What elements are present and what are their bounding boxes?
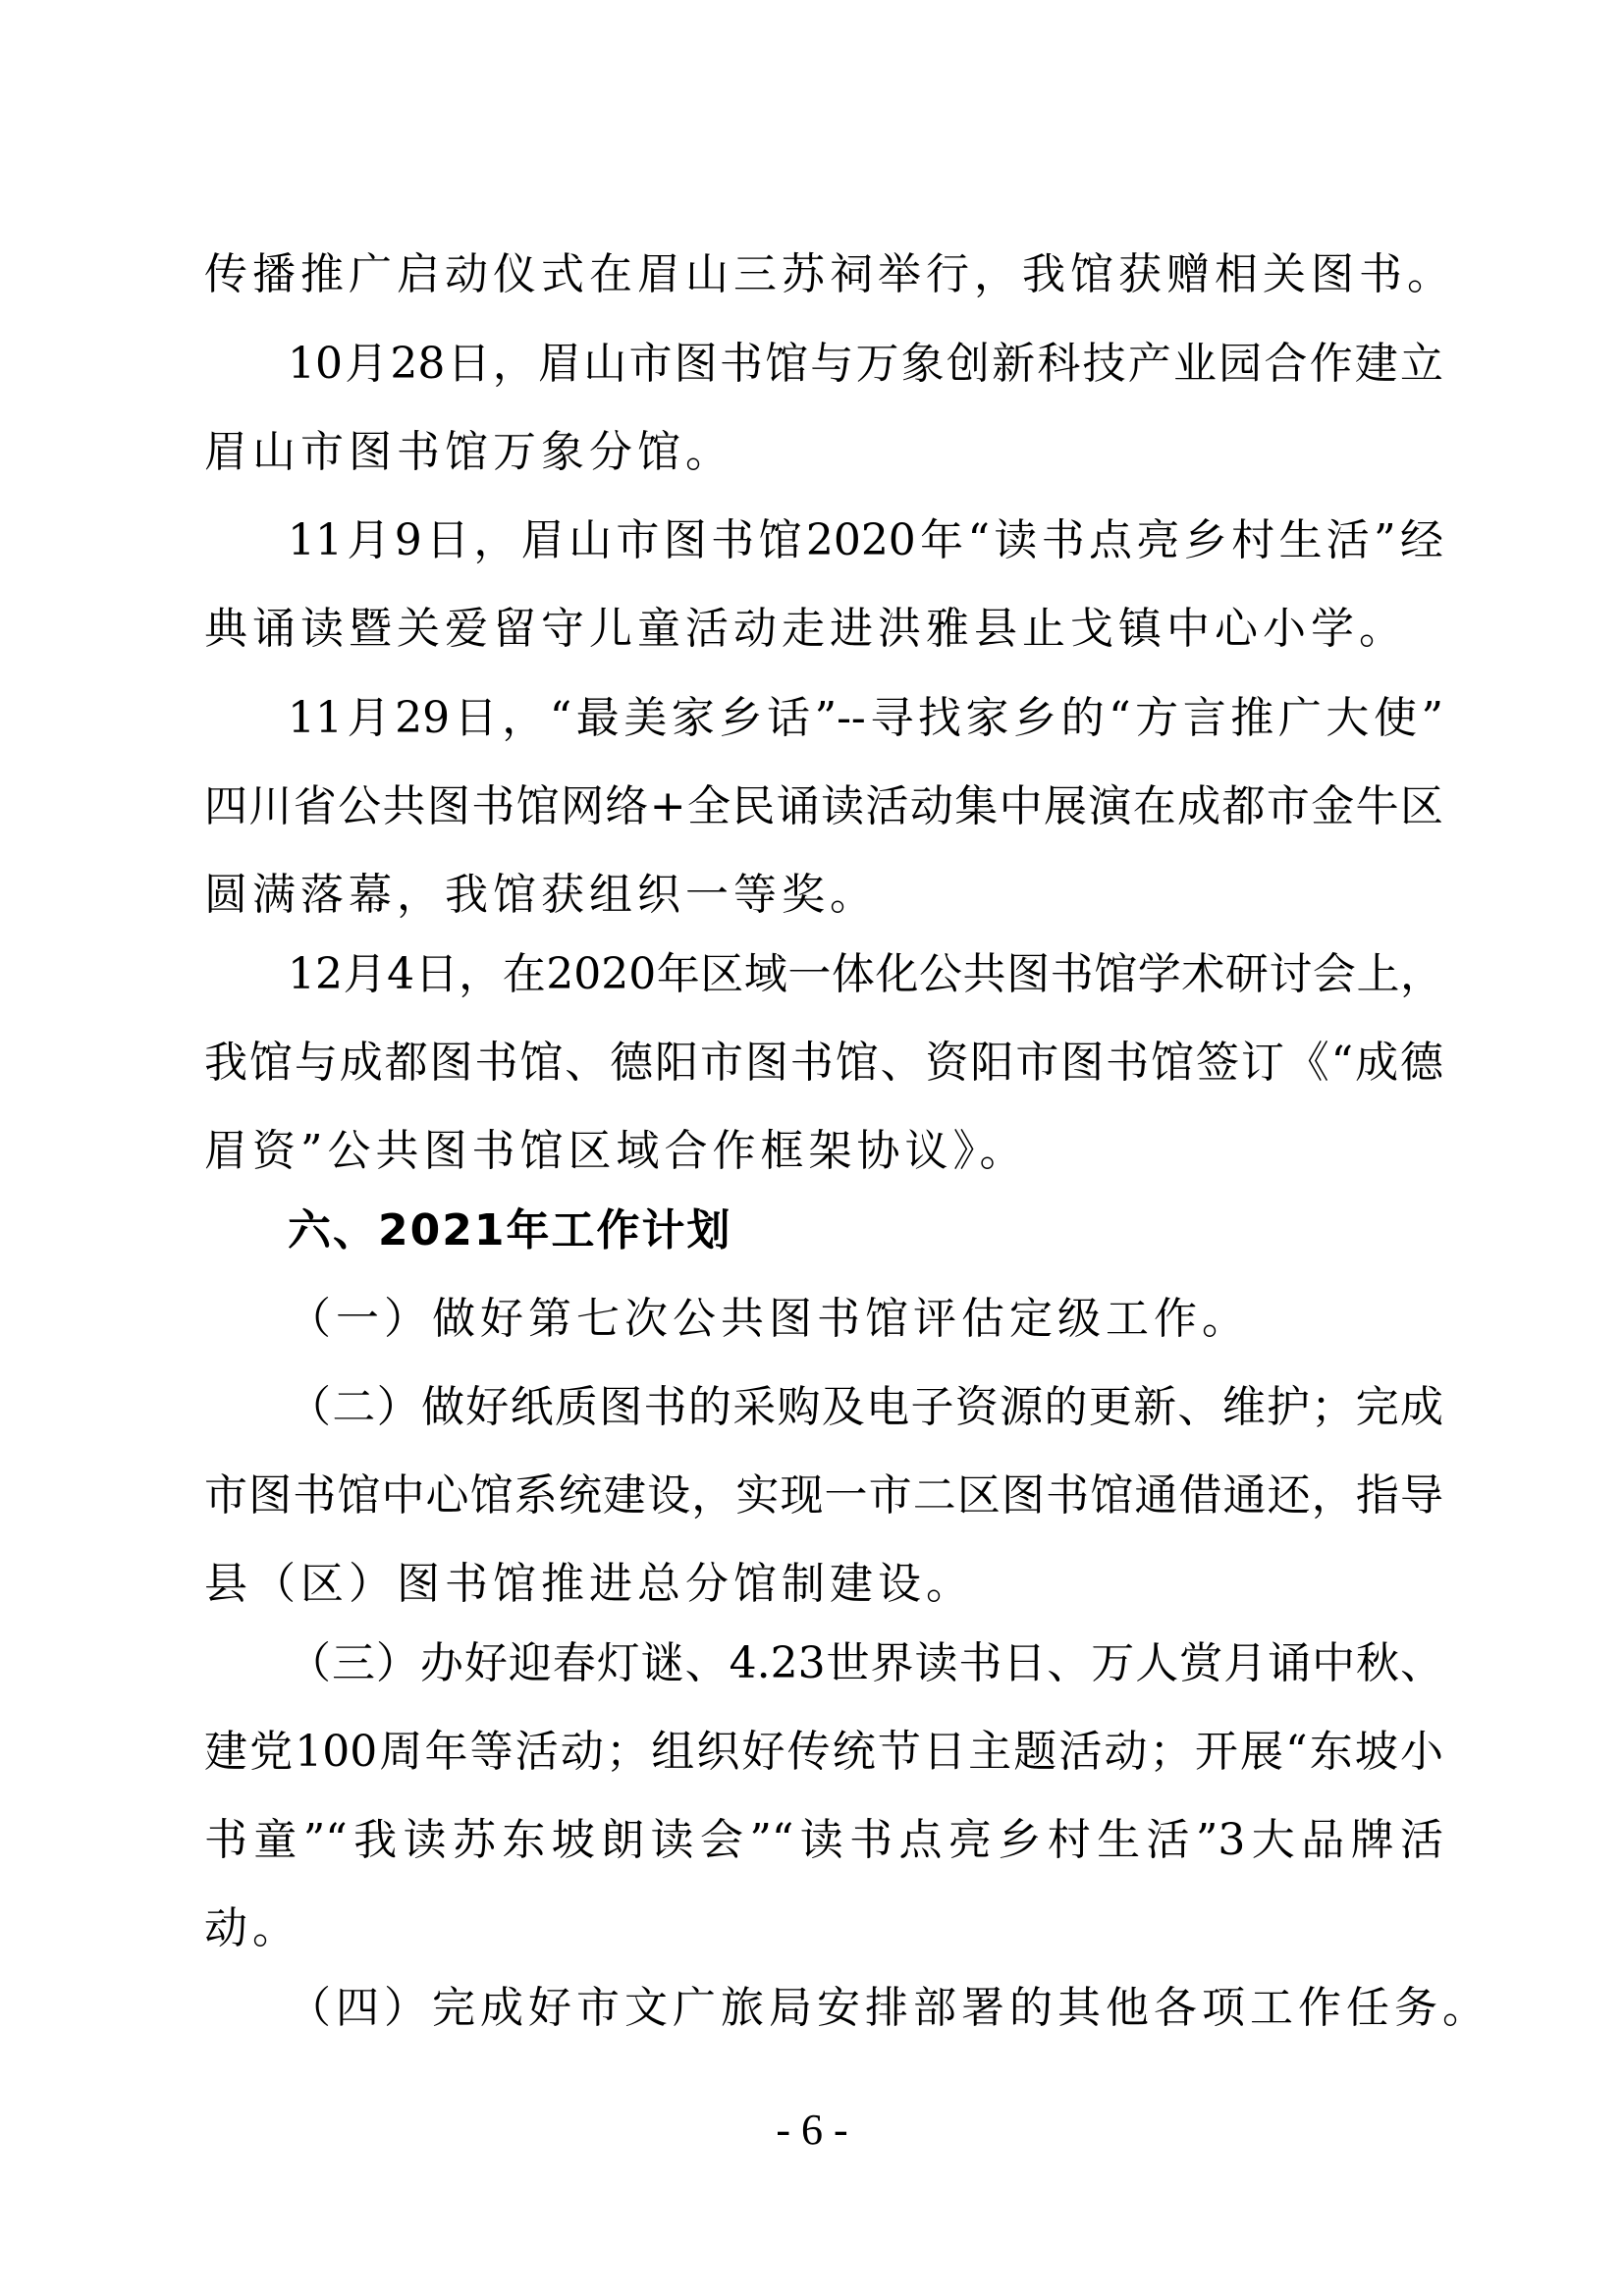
plan-item-line: 市图书馆中心馆系统建设，实现一市二区图书馆通借通还，指导 [204,1470,1443,1521]
paragraph-line: 圆满落幕，我馆获组织一等奖。 [204,870,878,920]
paragraph-line: 传播推广启动仪式在眉山三苏祠举行，我馆获赠相关图书。 [204,249,1455,299]
plan-item-line: 建党100周年等活动；组织好传统节日主题活动；开展“东坡小 [204,1727,1443,1777]
paragraph-line: 我馆与成都图书馆、德阳市图书馆、资阳市图书馆签订《“成德 [204,1038,1443,1088]
plan-item-line: 书童”“我读苏东坡朗读会”“读书点亮乡村生活”3大品牌活 [204,1815,1443,1865]
plan-item-line: 县（区）图书馆推进总分馆制建设。 [204,1559,974,1609]
plan-item-line: （三）办好迎春灯谜、4.23世界读书日、万人赏月诵中秋、 [288,1638,1443,1688]
paragraph-line: 11月29日，“最美家乡话”--寻找家乡的“方言推广大使” [288,693,1443,743]
section-heading: 六、2021年工作计划 [288,1205,732,1255]
paragraph-line: 典诵读暨关爱留守儿童活动走进洪雅县止戈镇中心小学。 [204,604,1407,654]
plan-item-line: （二）做好纸质图书的采购及电子资源的更新、维护；完成 [288,1382,1443,1432]
paragraph-line: 眉山市图书馆万象分馆。 [204,427,733,477]
paragraph-line: 11月9日，眉山市图书馆2020年“读书点亮乡村生活”经 [288,515,1443,565]
page-number: - 6 - [776,2106,848,2154]
paragraph-line: 10月28日，眉山市图书馆与万象创新科技产业园合作建立 [288,339,1443,389]
plan-item-line: （一）做好第七次公共图书馆评估定级工作。 [288,1294,1250,1344]
plan-item-line: 动。 [204,1903,300,1953]
paragraph-line: 眉资”公共图书馆区域合作框架协议》。 [204,1126,1028,1176]
paragraph-line: 12月4日，在2020年区域一体化公共图书馆学术研讨会上， [288,949,1443,999]
paragraph-line: 四川省公共图书馆网络+全民诵读活动集中展演在成都市金牛区 [204,781,1443,831]
plan-item-line: （四）完成好市文广旅局安排部署的其他各项工作任务。 [288,1983,1490,2033]
